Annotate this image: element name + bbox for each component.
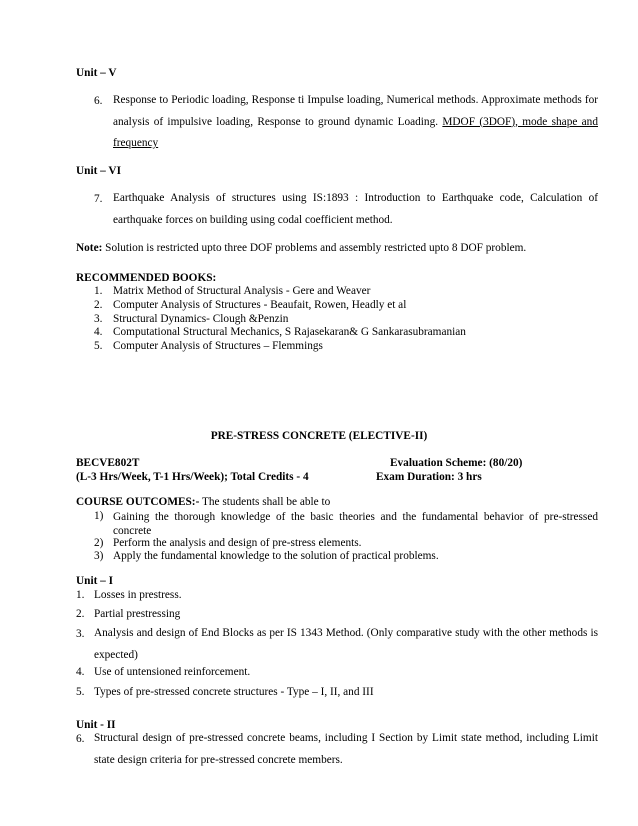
outcome-item: Apply the fundamental knowledge to the solution of practical problems. [113,550,439,562]
book-item [94,313,102,325]
book-number: 1. [94,285,103,297]
unit-i-number: 5. [76,686,85,698]
unit-i-number: 4. [76,666,85,678]
outcome-number: 1) [94,510,104,522]
unit-v-item [113,90,598,155]
unit-ii-heading: Unit - II [76,719,116,731]
book-title: Computer Analysis of Structures – Flemmings [113,340,323,352]
outcome-number: 2) [94,537,104,549]
book-item [94,326,102,338]
course-title: PRE-STRESS CONCRETE (ELECTIVE-II) [210,430,428,442]
unit-i-number: 3. [76,628,85,640]
course-outcomes-label: COURSE OUTCOMES:- [76,496,200,508]
book-title: Computer Analysis of Structures - Beaufait, Rowen, Headly et al [113,299,407,311]
unit-i-item: Analysis and design of End Blocks as per IS 1343 Method. (Only comparative study with the other methods is expected) [94,627,598,661]
book-title: Computational Structural Mechanics, S Rajasekaran& G Sankarasubramanian [113,326,466,338]
note [76,242,526,254]
unit-i-item: Types of pre-stressed concrete structures - Type – I, II, and III [94,686,374,698]
unit-vi-heading: Unit – VI [76,165,121,177]
unit-i-number: 1. [76,589,85,601]
unit-v-item-text: Response to Periodic loading, Response ti Impulse loading, Numerical methods. Approximate methods for analysis of impulsive loading, Response to ground dynamic Loading. [113,94,598,128]
book-title: Matrix Method of Structural Analysis - Gere and Weaver [113,285,371,297]
outcome-item: Gaining the thorough knowledge of the basic theories and the fundamental behavior of pre-stressed concrete [113,511,598,537]
exam-duration: Exam Duration: 3 hrs [376,471,482,483]
unit-i-item: Losses in prestress. [94,589,182,601]
book-item [94,299,102,311]
item-number: 6. [94,95,103,107]
book-number: 3. [94,313,103,325]
unit-vi-item: Earthquake Analysis of structures using IS:1893 : Introduction to Earthquake code, Calculation of earthquake forces on building using codal coefficient method. [113,192,598,226]
course-hours: (L-3 Hrs/Week, T-1 Hrs/Week); Total Credits - 4 [76,471,309,483]
item-number: 7. [94,193,103,205]
unit-v-heading: Unit – V [76,67,117,79]
unit-i-item: Use of untensioned reinforcement. [94,666,251,678]
outcome-item: Perform the analysis and design of pre-stress elements. [113,537,362,549]
book-number: 5. [94,340,103,352]
unit-ii-number: 6. [76,733,85,745]
course-code: BECVE802T [76,457,140,469]
course-outcomes-intro: The students shall be able to [199,496,331,508]
book-item [94,340,102,352]
note-text: Solution is restricted upto three DOF problems and assembly restricted upto 8 DOF problem. [102,242,527,254]
book-number: 4. [94,326,103,338]
book-item [94,285,102,297]
recommended-books-heading: RECOMMENDED BOOKS: [76,272,217,284]
note-label: Note: [76,242,103,254]
course-outcomes [76,496,330,508]
book-title: Structural Dynamics- Clough &Penzin [113,313,289,325]
unit-ii-item: Structural design of pre-stressed concrete beams, including I Section by Limit state method, including Limit state design criteria for pre-stressed concrete members. [94,732,598,766]
outcome-number: 3) [94,550,104,562]
evaluation-scheme: Evaluation Scheme: (80/20) [390,457,523,469]
unit-i-number: 2. [76,608,85,620]
book-number: 2. [94,299,103,311]
unit-v-item-underlined: MDOF (3DOF), mode shape and frequency [113,115,598,149]
unit-i-heading: Unit – I [76,575,114,587]
unit-i-item: Partial prestressing [94,608,181,620]
